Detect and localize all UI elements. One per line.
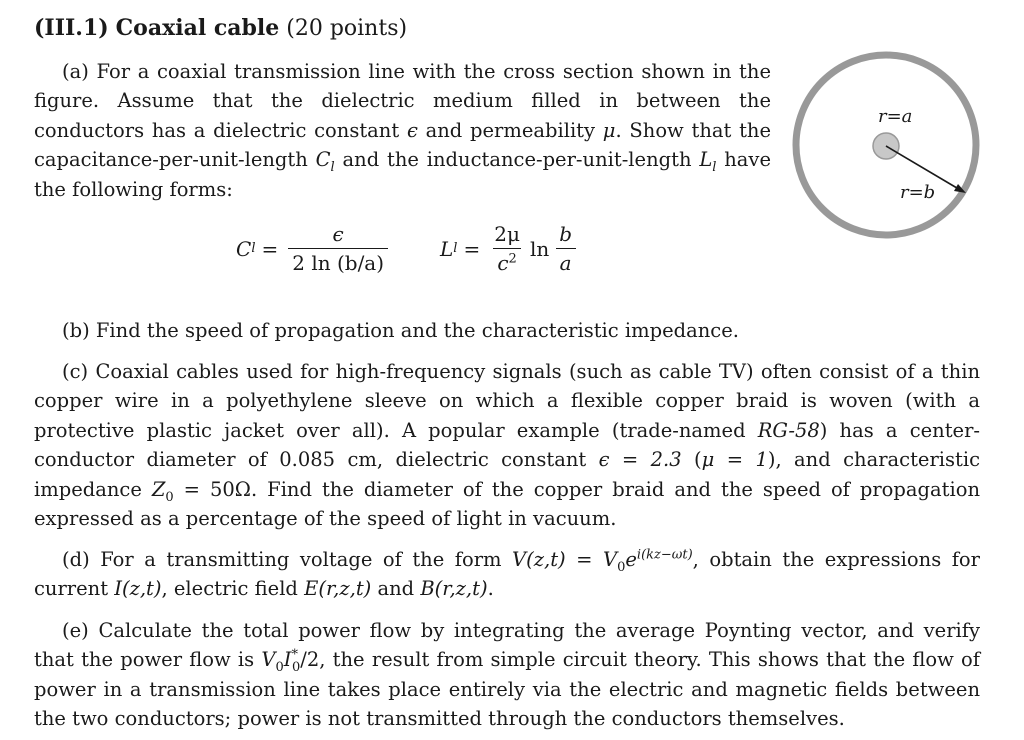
impedance-symbol: Z xyxy=(151,477,166,501)
eq-l-lhs: L xyxy=(440,236,454,261)
eq-c-lhs: C xyxy=(236,236,252,261)
part-e-text: , the result from simple circuit theory. This shows that the flow of power in a transmission line takes place entirely via the electric and magnetic fields between the two conductors; power is not transmitted through the conductors themselves. xyxy=(34,648,980,731)
power-i0-conj: * xyxy=(291,647,298,663)
part-c-text: . Find the diameter of the copper braid and the speed of propagation expressed as a percentage of the speed of light in vacuum. xyxy=(34,477,981,531)
part-c-text: Coaxial cables used for high-frequency signals (such as cable TV) often consist of a thin copper wire in a polyethylene sleeve on which a flexible copper braid is woven (with a protective plastic jacket over all). A popular example (trade-named xyxy=(34,360,981,442)
part-a-text: For a coaxial transmission line with the cross section shown in the figure. Assume that the dielectric medium filled in between the conductors has a dielectric constant xyxy=(34,60,771,142)
eq-l-numerator: 2μ xyxy=(494,222,520,246)
power-i0-sub: 0 xyxy=(291,660,301,676)
part-b-label: (b) xyxy=(62,319,90,342)
eq-c-numerator: ϵ xyxy=(332,222,344,246)
inductance-fraction xyxy=(490,222,524,275)
b-field-expression: B(r,z,t) xyxy=(420,577,488,601)
part-d-text: . xyxy=(487,577,494,601)
impedance-value: = 50Ω xyxy=(173,477,251,501)
capacitance-symbol: C xyxy=(315,148,331,172)
mu-value: μ = 1 xyxy=(701,448,768,472)
part-c-text: ), and characteristic impedance xyxy=(34,448,981,501)
power-i0: I xyxy=(283,648,292,672)
capacitance-fraction xyxy=(288,222,388,275)
inductance-symbol: L xyxy=(699,148,713,172)
eq-l-den-sup: 2 xyxy=(508,251,517,267)
eq-equals: = xyxy=(463,236,481,261)
current-expression: I(z,t) xyxy=(114,577,162,601)
part-a-text: have the following forms: xyxy=(34,148,771,201)
eq-c-sub: l xyxy=(251,240,256,256)
impedance-sub: 0 xyxy=(165,489,174,505)
trade-name: RG-58 xyxy=(757,418,820,442)
power-v0-sub: 0 xyxy=(275,660,284,676)
exp-e: e xyxy=(625,548,637,571)
voltage-sub: 0 xyxy=(617,559,626,575)
part-c-label: (c) xyxy=(62,360,89,383)
epsilon-symbol: ϵ xyxy=(406,118,418,142)
part-a-paragraph xyxy=(34,57,771,204)
log-fraction xyxy=(555,222,576,275)
epsilon-value: ϵ = 2.3 xyxy=(598,448,682,472)
voltage-expression: V(z,t) = V xyxy=(512,548,618,571)
part-e-label: (e) xyxy=(62,619,89,642)
part-d-paragraph xyxy=(34,545,980,604)
part-e-text: Calculate the total power flow by integrating the average Poynting vector, and verify that the power flow is xyxy=(34,619,980,672)
title-text: Coaxial cable xyxy=(115,15,280,41)
eq-c-denominator: 2 ln (b/a) xyxy=(288,248,388,275)
power-over-two: /2 xyxy=(300,648,320,672)
part-d-text: For a transmitting voltage of the form xyxy=(100,548,513,571)
part-d-text: , obtain the expressions for current xyxy=(34,548,980,601)
eq-equals: = xyxy=(261,236,279,261)
inductance-equation xyxy=(440,222,580,275)
eq-ln: ln xyxy=(529,236,550,261)
part-b-text: Find the speed of propagation and the characteristic impedance. xyxy=(95,319,739,342)
coax-diagram xyxy=(790,48,990,248)
part-d-label: (d) xyxy=(62,548,90,571)
subscript-l: l xyxy=(712,160,717,176)
eq-a: a xyxy=(559,251,572,275)
part-c-text: ( xyxy=(681,448,702,472)
exp-power: i(kz−ωt) xyxy=(636,547,693,563)
eq-l-denominator: c xyxy=(497,251,509,275)
part-c-text: ) has a center-conductor diameter of 0.085 cm, dielectric constant xyxy=(34,418,981,472)
eq-b: b xyxy=(559,222,573,246)
problem-title xyxy=(34,14,407,43)
capacitance-equation xyxy=(236,222,392,275)
part-a-label: (a) xyxy=(62,60,89,83)
label-r-equals-a: r=a xyxy=(878,106,913,127)
part-a-text: and permeability xyxy=(417,118,603,142)
coax-cross-section-figure xyxy=(790,48,990,248)
e-field-expression: E(r,z,t) xyxy=(304,577,372,601)
part-b-paragraph xyxy=(34,316,984,345)
title-points: (20 points) xyxy=(286,16,408,41)
part-d-text: , electric field xyxy=(161,577,305,601)
part-e-paragraph xyxy=(34,616,980,734)
subscript-l: l xyxy=(330,160,335,176)
part-a-text: . Show that the capacitance-per-unit-length xyxy=(34,118,772,172)
part-a-text: and the inductance-per-unit-length xyxy=(334,148,700,172)
eq-l-sub: l xyxy=(453,240,458,256)
part-c-paragraph xyxy=(34,357,980,533)
title-number: (III.1) xyxy=(34,15,109,41)
mu-symbol: μ xyxy=(602,118,616,142)
label-r-equals-b: r=b xyxy=(900,182,936,203)
part-d-text: and xyxy=(371,577,421,601)
power-v0: V xyxy=(261,648,276,672)
